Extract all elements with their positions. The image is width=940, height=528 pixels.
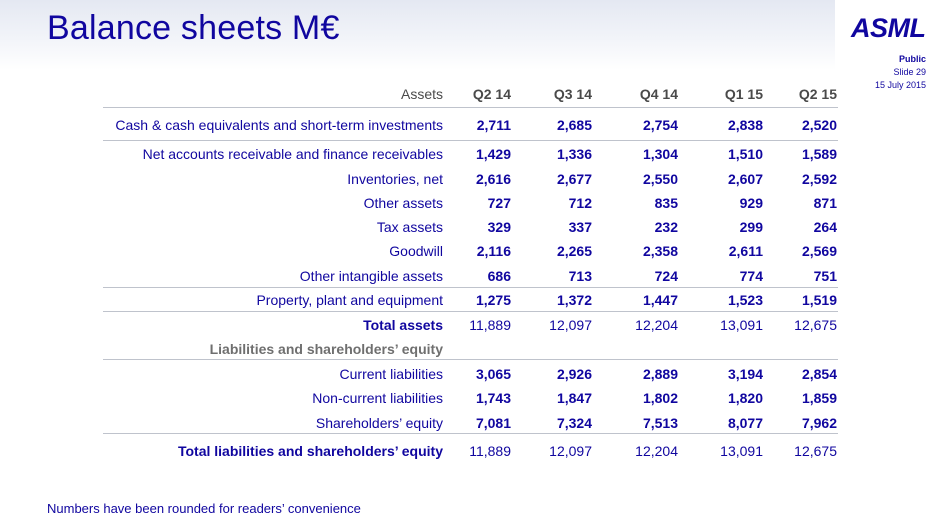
table-cell-value: 2,616 (475, 171, 511, 187)
slide-meta (875, 53, 926, 92)
slide-date: 15 July 2015 (874, 80, 926, 90)
table-cell-value: 7,324 (556, 415, 592, 431)
table-cell-value: 11,889 (469, 317, 511, 333)
row-divider (103, 287, 838, 288)
table-cell-value: 7,513 (642, 415, 678, 431)
table-cell-value: 7,962 (801, 415, 837, 431)
table-cell-value: 1,336 (556, 146, 592, 162)
table-cell-value: 3,194 (727, 366, 763, 382)
column-header: Q3 14 (553, 86, 592, 102)
row-label: Non-current liabilities (312, 390, 443, 406)
row-divider (103, 107, 838, 108)
table-cell-value: 13,091 (720, 443, 763, 459)
table-cell-value: 264 (813, 219, 837, 235)
table-cell-value: 7,081 (475, 415, 511, 431)
table-cell-value: 2,854 (801, 366, 837, 382)
page-title: Balance sheets M€ (47, 9, 340, 47)
table-cell-value: 724 (654, 268, 678, 284)
table-cell-value: 1,859 (801, 390, 837, 406)
table-cell-value: 2,607 (727, 171, 763, 187)
table-cell-value: 2,926 (556, 366, 592, 382)
section-heading: Liabilities and shareholders’ equity (209, 341, 443, 357)
table-cell-value: 713 (568, 268, 592, 284)
table-cell-value: 232 (654, 219, 678, 235)
table-cell-value: 12,675 (794, 443, 837, 459)
table-cell-value: 12,097 (549, 317, 592, 333)
table-cell-value: 3,065 (475, 366, 511, 382)
table-cell-value: 2,838 (727, 117, 763, 133)
table-cell-value: 774 (739, 268, 763, 284)
table-cell-value: 1,510 (727, 146, 763, 162)
table-cell-value: 2,569 (801, 243, 837, 259)
row-label: Other intangible assets (299, 268, 443, 284)
table-cell-value: 11,889 (469, 443, 511, 459)
table-cell-value: 2,265 (556, 243, 592, 259)
table-cell-value: 1,743 (475, 390, 511, 406)
column-header: Q2 14 (472, 86, 511, 102)
footnote: Numbers have been rounded for readers’ convenience (47, 501, 361, 516)
row-label: Inventories, net (347, 171, 443, 187)
table-cell-value: 12,204 (635, 317, 678, 333)
column-header: Q2 15 (798, 86, 837, 102)
table-cell-value: 727 (487, 195, 511, 211)
row-divider (103, 359, 838, 360)
asml-logo: ASML (851, 13, 926, 43)
slide-number: Slide 29 (893, 67, 926, 77)
table-cell-value: 1,372 (556, 292, 592, 308)
table-cell-value: 12,675 (794, 317, 837, 333)
row-label: Current liabilities (339, 366, 443, 382)
table-cell-value: 1,304 (642, 146, 678, 162)
table-cell-value: 2,711 (476, 117, 511, 133)
table-cell-value: 329 (487, 219, 511, 235)
table-cell-value: 2,116 (476, 243, 511, 259)
table-cell-value: 2,677 (556, 171, 592, 187)
table-cell-value: 1,429 (475, 146, 511, 162)
table-cell-value: 712 (568, 195, 592, 211)
row-label: Net accounts receivable and finance receivables (142, 146, 443, 162)
table-cell-value: 2,550 (642, 171, 678, 187)
table-cell-value: 12,097 (549, 443, 592, 459)
table-cell-value: 1,820 (727, 390, 763, 406)
table-cell-value: 1,847 (556, 390, 592, 406)
table-cell-value: 929 (739, 195, 763, 211)
table-cell-value: 2,754 (642, 117, 678, 133)
table-cell-value: 871 (813, 195, 837, 211)
row-label: Other assets (363, 195, 443, 211)
row-divider (103, 311, 838, 312)
table-cell-value: 1,802 (642, 390, 678, 406)
table-cell-value: 1,275 (475, 292, 511, 308)
total-row-label: Total assets (363, 317, 443, 333)
row-label: Cash & cash equivalents and short-term investments (115, 117, 443, 133)
table-cell-value: 8,077 (727, 415, 763, 431)
row-label: Property, plant and equipment (256, 292, 443, 308)
row-divider (103, 433, 838, 434)
row-label: Shareholders’ equity (315, 415, 443, 431)
table-cell-value: 299 (739, 219, 763, 235)
table-cell-value: 835 (654, 195, 678, 211)
table-cell-value: 2,358 (642, 243, 678, 259)
table-cell-value: 1,523 (727, 292, 763, 308)
row-divider (103, 140, 838, 141)
table-cell-value: 13,091 (720, 317, 763, 333)
total-row-label: Total liabilities and shareholders’ equity (177, 443, 443, 459)
table-cell-value: 2,592 (801, 171, 837, 187)
table-cell-value: 12,204 (635, 443, 678, 459)
column-header: Q4 14 (639, 86, 678, 102)
table-cell-value: 337 (568, 219, 592, 235)
row-label: Tax assets (376, 219, 443, 235)
header-assets-label: Assets (400, 86, 443, 102)
table-cell-value: 1,589 (801, 146, 837, 162)
table-cell-value: 2,520 (801, 117, 837, 133)
table-cell-value: 2,889 (642, 366, 678, 382)
row-label: Goodwill (389, 243, 443, 259)
table-cell-value: 2,685 (556, 117, 592, 133)
column-header: Q1 15 (724, 86, 763, 102)
table-cell-value: 2,611 (728, 243, 763, 259)
table-cell-value: 1,519 (801, 292, 837, 308)
table-cell-value: 1,447 (642, 292, 678, 308)
table-cell-value: 686 (487, 268, 511, 284)
classification-label: Public (898, 54, 926, 64)
table-cell-value: 751 (813, 268, 837, 284)
